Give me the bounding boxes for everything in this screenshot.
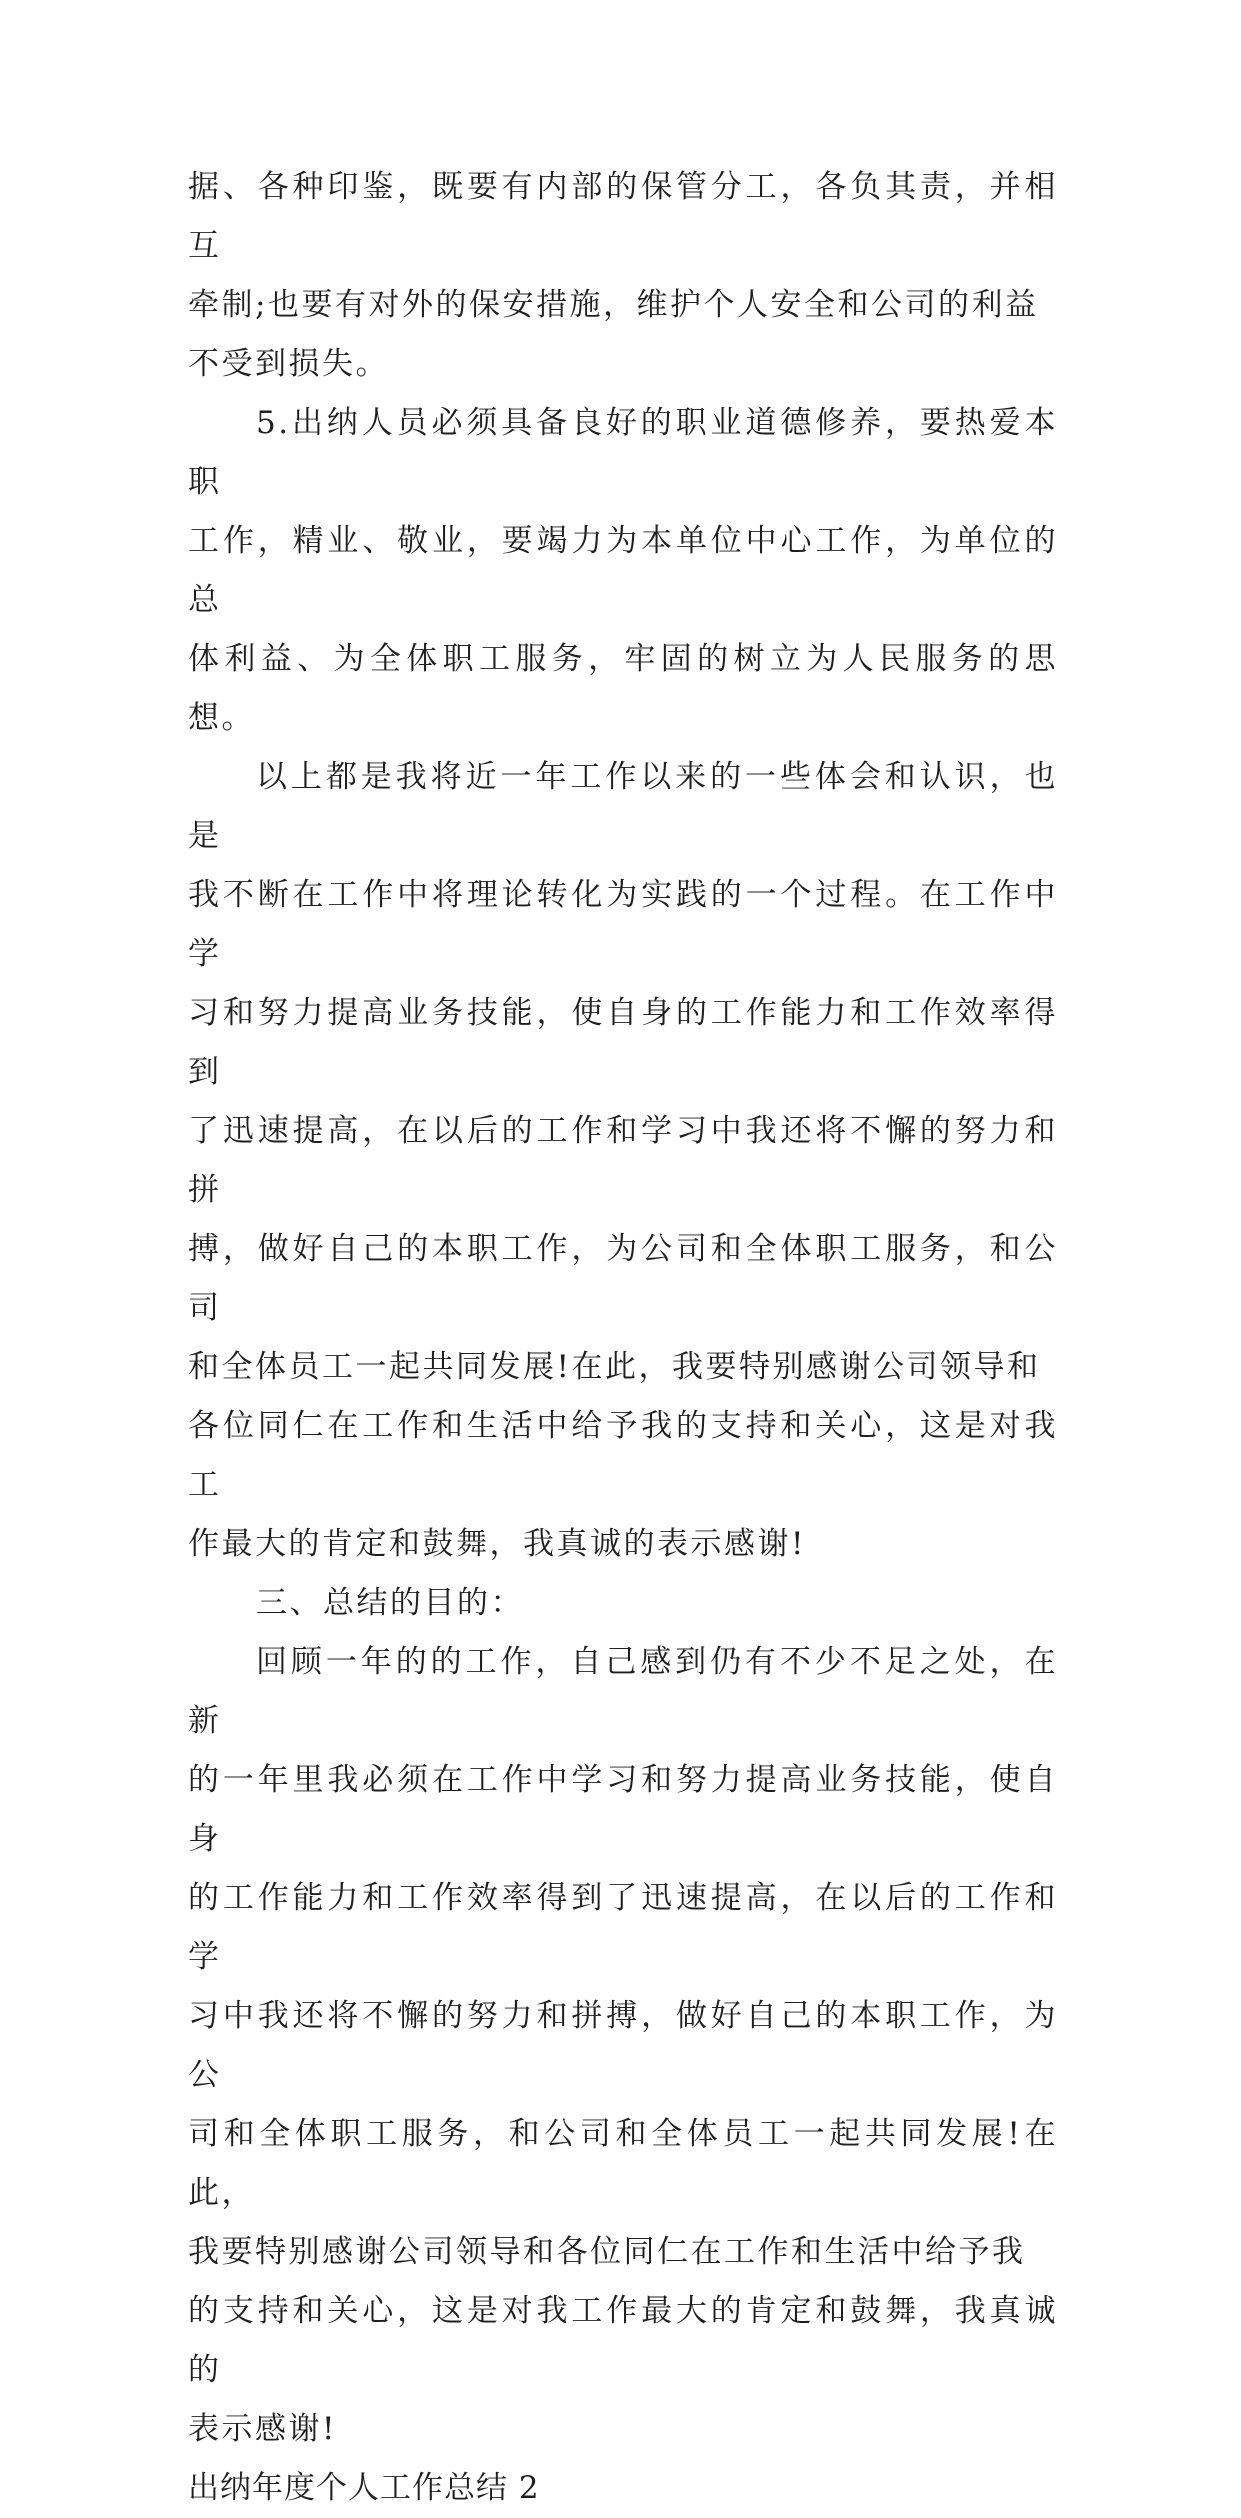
paragraph-professional-ethics: 5.出纳人员必须具备良好的职业道德修养，要热爱本职 工作，精业、敬业，要竭力为本单位中心工作，为单位的总 体利益、为全体职工服务，牢固的树立为人民服务的思想。 [188, 405, 1058, 736]
section-heading-purpose: 三、总结的目的： [256, 1585, 524, 1621]
paragraph-custody-measures: 据、各种印鉴，既要有内部的保管分工，各负其责，并相互 牵制;也要有对外的保安措施，维护个人安全和公司的利益 不受到损失。 [188, 169, 1058, 382]
next-document-title: 出纳年度个人工作总结 2 [188, 2470, 540, 2506]
document-body [188, 158, 1058, 2518]
paragraph-year-review: 回顾一年的的工作，自己感到仍有不少不足之处，在新 的一年里我必须在工作中学习和努力提高业务技能，使自身 的工作能力和工作效率得到了迅速提高，在以后的工作和学 习中我还将不懈的努力和拼搏，做好自己的本职工作，为公 司和全体职工服务，和公司和全体员工一起共同发展!在此， 我要特别感谢公司领导和各位同仁在工作和生活中给予我 的支持和关心，这是对我工作最大的肯定和鼓舞，我真诚的 表示感谢! [188, 1644, 1058, 2447]
paragraph-experience-summary: 以上都是我将近一年工作以来的一些体会和认识，也是 我不断在工作中将理论转化为实践的一个过程。在工作中学 习和努力提高业务技能，使自身的工作能力和工作效率得到 了迅速提高，在以后的工作和学习中我还将不懈的努力和拼 搏，做好自己的本职工作，为公司和全体职工服务，和公司 和全体员工一起共同发展!在此，我要特别感谢公司领导和 各位同仁在工作和生活中给予我的支持和关心，这是对我工 作最大的肯定和鼓舞，我真诚的表示感谢! [188, 759, 1058, 1562]
